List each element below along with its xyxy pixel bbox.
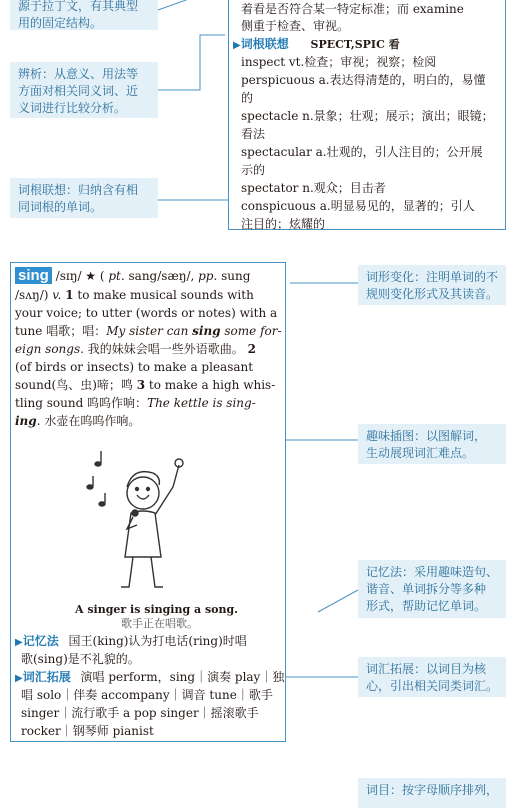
entry-line-7 — [15, 377, 275, 394]
word-conspicuous-cont: 注目的；炫耀的 — [241, 217, 326, 231]
sing-entry-box — [10, 262, 286, 742]
entry-l1-a: /sɪŋ/ ★ ( — [55, 269, 109, 283]
memory-label: 记忆法 — [22, 634, 59, 648]
root-heading — [233, 36, 400, 54]
connector-analysis — [158, 35, 225, 90]
connector-top — [158, 0, 225, 10]
callout-memory-l1: 记忆法：采用趣味造句、 — [366, 565, 499, 579]
word-perspicuous: perspicuous a.表达得清楚的，明白的，易懂 — [241, 73, 486, 87]
callout-analysis — [10, 62, 158, 118]
triangle-icon: ▶ — [233, 40, 241, 51]
callout-headword — [358, 778, 506, 808]
extension-line-1 — [15, 669, 284, 687]
entry-l7-c: to make a high whis- — [145, 378, 276, 392]
callout-extension-l1: 词汇拓展：以词目为核 — [366, 662, 487, 676]
callout-memory — [358, 560, 506, 618]
entry-line-3: your voice; to utter (words or notes) with a — [15, 306, 278, 320]
word-spectacle-cont: 看法 — [241, 127, 266, 141]
entry-l2-pos: v. — [52, 288, 62, 302]
callout-analysis-l3: 义词进行比较分析。 — [18, 101, 127, 115]
extension-line-3: singer｜流行歌手 a pop singer｜摇滚歌手 — [21, 706, 259, 720]
entry-line-8 — [15, 395, 256, 412]
triangle-icon: ▶ — [15, 637, 23, 648]
entry-line-6: (of birds or insects) to make a pleasant — [15, 360, 254, 374]
top-entry-box — [228, 0, 506, 230]
callout-illustration — [358, 424, 506, 464]
word-spectator: spectator n.观众；目击者 — [241, 181, 386, 195]
root-label: 词根联想 — [240, 37, 289, 51]
triangle-icon: ▶ — [15, 673, 23, 684]
top-line-2: 侧重于检查、审视。 — [241, 19, 350, 33]
callout-origin-l1: 源于拉丁文，有其典型 — [18, 0, 139, 13]
word-perspicuous-cont: 的 — [241, 91, 254, 105]
entry-line-5 — [15, 341, 256, 358]
callout-illustration-l2: 生动展现词汇难点。 — [366, 446, 475, 460]
callout-analysis-l1: 辨析：从意义、用法等 — [18, 67, 139, 81]
callout-root-l1: 词根联想：归纳含有相 — [18, 183, 139, 197]
sense-3: 3 — [136, 378, 146, 392]
extension-line-4: rocker｜钢琴师 pianist — [21, 724, 154, 738]
callout-headword-l1: 词目：按字母顺序排列， — [366, 783, 499, 797]
memory-line-1 — [15, 633, 247, 651]
callout-extension — [358, 657, 506, 697]
word-spectacle: spectacle n.景象；壮观；展示；演出；眼镜； — [241, 109, 494, 123]
sense-2: 2 — [247, 342, 256, 356]
callout-inflection — [358, 265, 506, 305]
entry-l4-c: sing — [192, 324, 221, 338]
entry-l1-c: sung — [217, 269, 251, 283]
entry-l8-b: The kettle is sing- — [147, 396, 256, 410]
entry-l1-pt: pt. — [108, 269, 125, 283]
entry-l4-d: some for- — [220, 324, 282, 338]
memory-line-2: 歌(sing)是不礼貌的。 — [21, 652, 140, 666]
word-spectacular: spectacular a.壮观的，引人注目的；公开展 — [241, 145, 483, 159]
entry-l2-b: to make musical sounds with — [73, 288, 254, 302]
word-spectacular-cont: 示的 — [241, 163, 266, 177]
caption-zh: 歌手正在唱歌。 — [121, 617, 198, 630]
singer-illustration — [81, 431, 221, 601]
entry-l4-b: My sister can — [106, 324, 193, 338]
entry-l9-a: ing — [15, 414, 37, 428]
word-conspicuous: conspicuous a.明显易见的，显著的；引人 — [241, 199, 475, 213]
connector-memory — [318, 590, 358, 612]
callout-analysis-l2: 方面对相关同义词、近 — [18, 84, 139, 98]
entry-l7-a: sound(鸟、虫)啼；鸣 — [15, 378, 137, 392]
callout-root — [10, 178, 158, 218]
entry-l8-a: tling sound 呜呜作响： — [15, 396, 148, 410]
entry-l1-b: sang/sæŋ/, — [124, 269, 199, 283]
headword: sing — [15, 267, 52, 284]
callout-memory-l3: 形式，帮助记忆单词。 — [366, 599, 487, 613]
extension-text-1: 演唱 perform，sing｜演奏 play｜独 — [80, 670, 285, 684]
entry-l2-a: /sʌŋ/) — [15, 288, 53, 302]
entry-l5-a: eign songs — [15, 342, 81, 356]
callout-extension-l2: 心，引出相关同类词汇。 — [366, 679, 499, 693]
caption-en: A singer is singing a song. — [75, 603, 239, 616]
callout-origin — [10, 0, 158, 30]
entry-l1-pp: pp. — [198, 269, 218, 283]
sense-1: 1 — [65, 288, 74, 302]
callout-memory-l2: 谐音、单词拆分等多种 — [366, 582, 487, 596]
callout-illustration-l1: 趣味插图：以图解词， — [366, 429, 487, 443]
callout-root-l2: 同词根的单词。 — [18, 200, 103, 214]
extension-line-2: 唱 solo｜伴奏 accompany｜调音 tune｜歌手 — [21, 688, 273, 702]
top-line-1: 着看是否符合某一特定标准；而 examine — [241, 2, 464, 16]
entry-line-1 — [15, 267, 250, 285]
memory-text-1: 国王(king)认为打电话(ring)时唱 — [68, 634, 247, 648]
word-inspect: inspect vt.检查；审视；视察；检阅 — [241, 55, 437, 69]
callout-inflection-l2: 规则变化形式及其读音。 — [366, 287, 499, 301]
entry-line-9 — [15, 413, 140, 430]
entry-line-4 — [15, 323, 282, 340]
entry-line-2 — [15, 287, 254, 304]
extension-label: 词汇拓展 — [22, 670, 71, 684]
callout-origin-l2: 用的固定结构。 — [18, 16, 103, 30]
entry-l4-a: tune 唱歌；唱： — [15, 324, 107, 338]
root-value: SPECT,SPIC 看 — [310, 38, 400, 51]
callout-inflection-l1: 词形变化：注明单词的不 — [366, 270, 499, 284]
entry-l9-b: . 水壶在呜呜作响。 — [36, 414, 141, 428]
entry-l5-b: . 我的妹妹会唱一些外语歌曲。 — [80, 342, 244, 356]
